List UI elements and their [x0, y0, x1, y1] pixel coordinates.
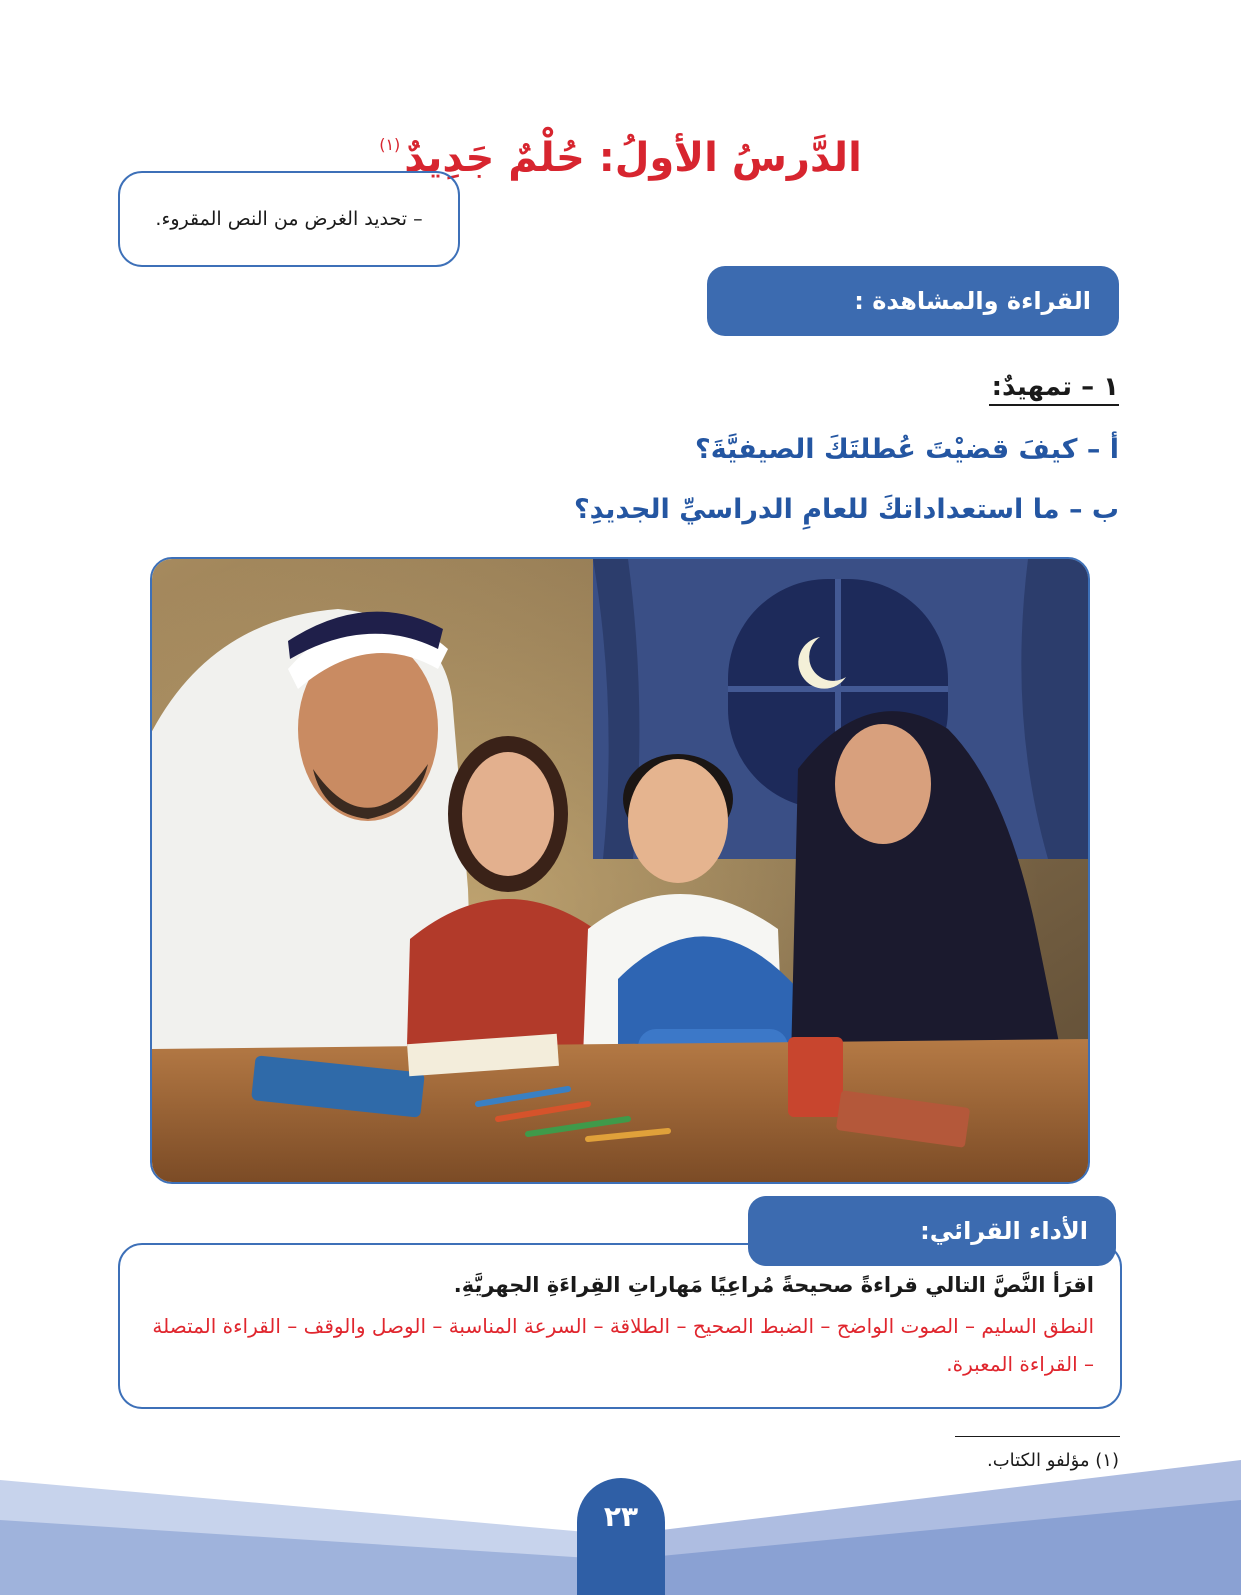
performance-section-label [748, 1196, 1116, 1266]
reading-section-text: القراءة والمشاهدة : [854, 287, 1091, 315]
lesson-title-text: الدَّرسُ الأولُ: حُلْمٌ جَدِيدٌ [404, 134, 862, 181]
objective-text: – تحديد الغرض من النص المقروء. [155, 207, 423, 230]
reading-performance-box [118, 1243, 1122, 1409]
reading-section-label [707, 266, 1119, 336]
page-number-text: ٢٣ [603, 1500, 639, 1533]
performance-instruction: اقرَأ النَّصَّ التالي قراءةً صحيحةً مُراعِيًا مَهاراتِ القِراءَةِ الجهريَّةِ. [453, 1273, 1094, 1297]
performance-section-text: الأداء القرائي: [920, 1217, 1088, 1245]
reading-skills-list: النطق السليم – الصوت الواضح – الضبط الصحيح – الطلاقة – السرعة المناسبة – الوصل والوقف – القراءة المتصلة – القراءة المعبرة. [152, 1314, 1094, 1376]
footnote-divider [955, 1436, 1120, 1437]
family-study-illustration [150, 557, 1090, 1184]
page-number [577, 1478, 665, 1595]
question-b: ب – ما استعداداتكَ للعامِ الدراسيِّ الجديدِ؟ [573, 494, 1119, 525]
footnote-ref: (١) [379, 134, 401, 154]
warmup-heading: ١ – تمهيدٌ: [989, 372, 1119, 406]
footnote: (١) مؤلفو الكتاب. [986, 1450, 1119, 1471]
question-a: أ – كيفَ قضيْتَ عُطلتَكَ الصيفيَّةَ؟ [695, 434, 1119, 465]
objective-box [118, 171, 460, 267]
